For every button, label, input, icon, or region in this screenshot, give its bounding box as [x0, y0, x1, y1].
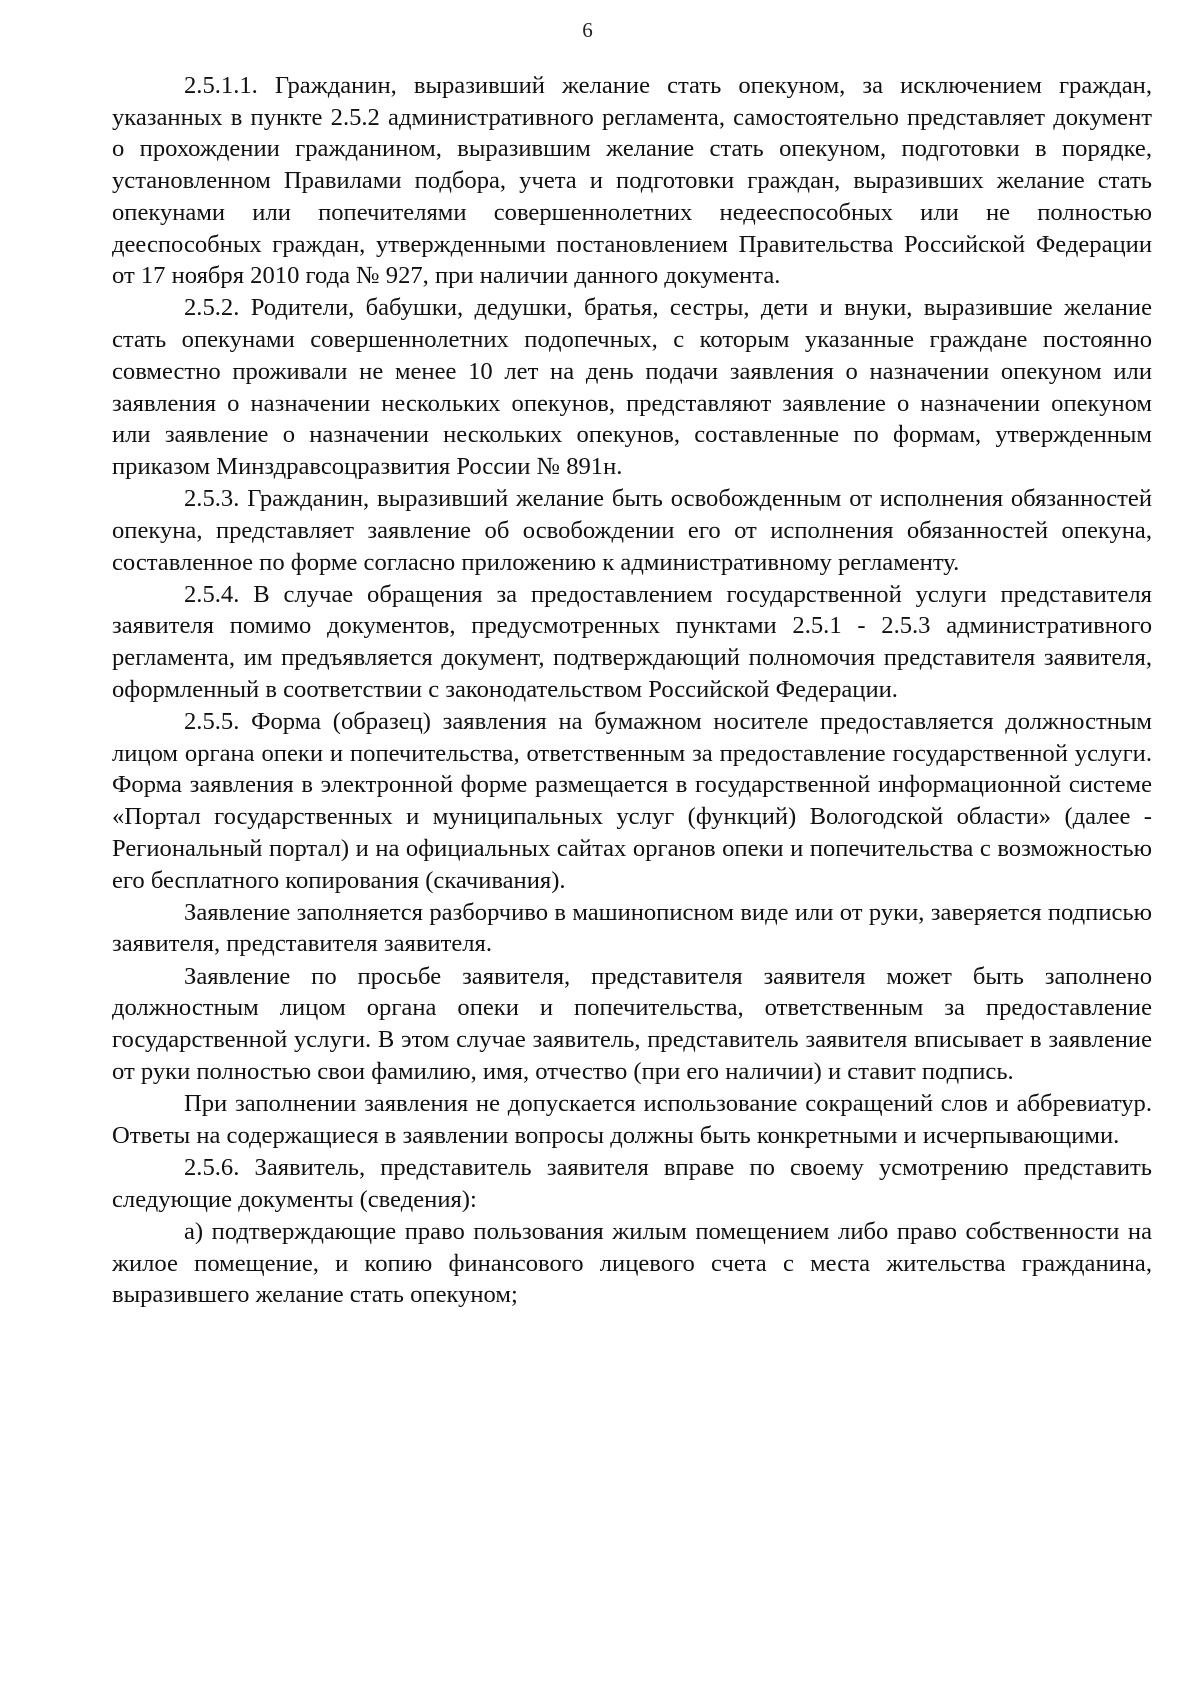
paragraph-application-by-official: Заявление по просьбе заявителя, представителя заявителя может быть заполнено должностным лицом органа опеки и попечительства, ответственным за предоставление государственной услуги. В этом случае заявитель, представитель заявителя вписывает в заявление от руки полностью свои фамилию, имя, отчество (при его наличии) и ставит подпись. — [112, 962, 1152, 1085]
paragraph-application-filling: Заявление заполняется разборчиво в машинописном виде или от руки, заверяется подписью заявителя, представителя заявителя. — [112, 898, 1152, 958]
document-body — [112, 70, 1152, 1311]
paragraph-2-5-3: 2.5.3. Гражданин, выразивший желание быть освобожденным от исполнения обязанностей опекуна, представляет заявление об освобождении его от исполнения обязанностей опекуна, составленное по форме согласно приложению к административному регламенту. — [112, 485, 1152, 576]
paragraph-2-5-1-1: 2.5.1.1. Гражданин, выразивший желание стать опекуном, за исключением граждан, указанных в пункте 2.5.2 административного регламента, самостоятельно представляет документ о прохождении гражданином, выразившим желание стать опекуном, подготовки в порядке, установленном Правилами подбора, учета и подготовки граждан, выразивших желание стать опекунами или попечителями совершеннолетних недееспособных или не полностью дееспособных граждан, утвержденными постановлением Правительства Российской Федерации от 17 ноября 2010 года № 927, при наличии данного документа. — [112, 72, 1152, 290]
paragraph-2-5-4: 2.5.4. В случае обращения за предоставлением государственной услуги представителя заявителя помимо документов, предусмотренных пунктами 2.5.1 - 2.5.3 административного регламента, им предъявляется документ, подтверждающий полномочия представителя заявителя, оформленный в соответствии с законодательством Российской Федерации. — [112, 580, 1152, 703]
paragraph-item-a: а) подтверждающие право пользования жилым помещением либо право собственности на жилое помещение, и копию финансового лицевого счета с места жительства гражданина, выразившего желание стать опекуном; — [112, 1217, 1152, 1309]
paragraph-2-5-6: 2.5.6. Заявитель, представитель заявителя вправе по своему усмотрению представить следующие документы (сведения): — [112, 1153, 1152, 1213]
paragraph-2-5-5: 2.5.5. Форма (образец) заявления на бумажном носителе предоставляется должностным лицом органа опеки и попечительства, ответственным за предоставление государственной услуги. Форма заявления в электронной форме размещается в государственной информационной системе «Портал государственных и муниципальных услуг (функций) Вологодской области» (далее - Региональный портал) и на официальных сайтах органов опеки и попечительства с возможностью его бесплатного копирования (скачивания). — [112, 708, 1152, 894]
page-number: 6 — [582, 18, 593, 42]
paragraph-no-abbreviations: При заполнении заявления не допускается использование сокращений слов и аббревиатур. Ответы на содержащиеся в заявлении вопросы должны быть конкретными и исчерпывающими. — [112, 1090, 1152, 1149]
paragraph-2-5-2: 2.5.2. Родители, бабушки, дедушки, братья, сестры, дети и внуки, выразившие желание стать опекунами совершеннолетних подопечных, с которым указанные граждане постоянно совместно проживали не менее 10 лет на день подачи заявления о назначении опекуном или заявления о назначении нескольких опекунов, представляют заявление о назначении опекуном или заявление о назначении нескольких опекунов, составленные по формам, утвержденным приказом Минздравсоцразвития России № 891н. — [112, 294, 1152, 480]
